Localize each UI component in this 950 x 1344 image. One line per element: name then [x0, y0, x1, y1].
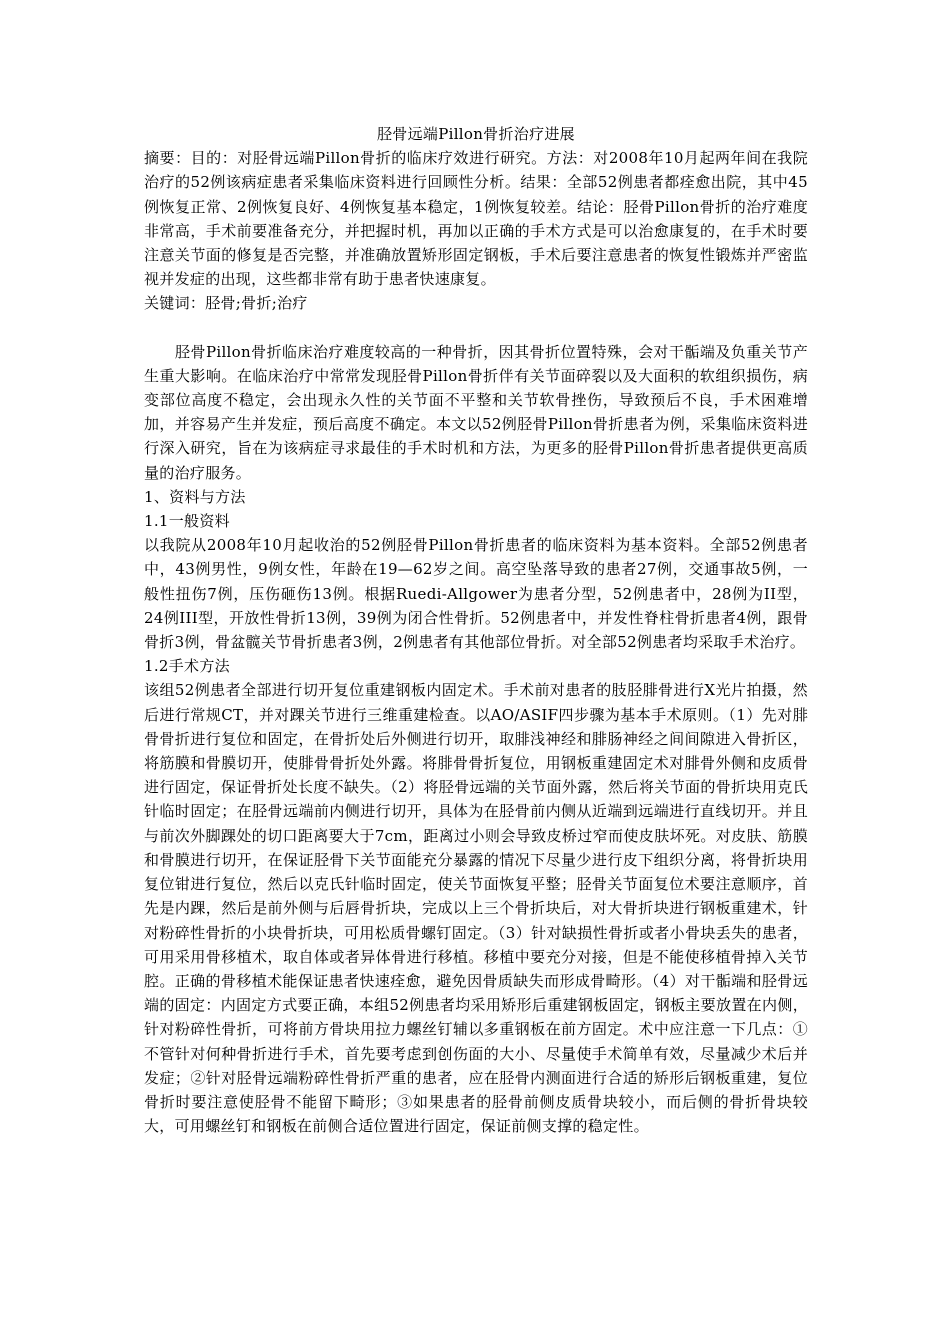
section-heading: 1、资料与方法 — [144, 487, 246, 506]
document-title: 胫骨远端Pillon骨折治疗进展 — [377, 125, 575, 143]
general-data-paragraph: 以我院从2008年10月起收治的52例胫骨Pillon骨折患者的临床资料为基本资料。全部52例患者中，43例男性，9例女性，年龄在19—62岁之间。高空坠落导致的患者27例，交通事故5例，一般性扭伤7例，压伤砸伤13例。根据Ruedi-Allgower为患者分型，52例患者中，28例为II型，24例III型，开放性骨折13例，39例为闭合性骨折。52例患者中，并发性脊柱骨折患者4例，跟骨骨折3例，骨盆髋关节骨折患者3例，2例患者有其他部位骨折。对全部52例患者均采取手术治疗。 — [144, 536, 808, 652]
blank-line — [144, 316, 808, 340]
intro-paragraph: 胫骨Pillon骨折临床治疗难度较高的一种骨折，因其骨折位置特殊，会对干骺端及负重关节产生重大影响。在临床治疗中常常发现胫骨Pillon骨折伴有关节面碎裂以及大面积的软组织损伤，病变部位高度不稳定，会出现永久性的关节面不平整和关节软骨挫伤，导致预后不良，手术困难增加，并容易产生并发症，预后高度不确定。本文以52例胫骨Pillon骨折患者为例，采集临床资料进行深入研究，旨在为该病症寻求最佳的手术时机和方法，为更多的胫骨Pillon骨折患者提供更高质量的治疗服务。 — [144, 342, 808, 482]
document-page — [144, 122, 808, 1138]
keywords-line: 关键词：胫骨;骨折;治疗 — [144, 294, 308, 313]
abstract-paragraph: 摘要：目的：对胫骨远端Pillon骨折的临床疗效进行研究。方法：对2008年10月起两年间在我院治疗的52例该病症患者采集临床资料进行回顾性分析。结果：全部52例患者都痊愈出院，其中45例恢复正常、2例恢复良好、4例恢复基本稳定，1例恢复较差。结论：胫骨Pillon骨折的治疗难度非常高，手术前要准备充分，并把握时机，再加以正确的手术方式是可以治愈康复的，在手术时要注意关节面的修复是否完整，并准确放置矫形固定钢板，手术后要注意患者的恢复性锻炼并严密监视并发症的出现，这些都非常有助于患者快速康复。 — [144, 149, 808, 289]
subsection-heading: 1.2手术方法 — [144, 657, 230, 676]
subsection-heading: 1.1一般资料 — [144, 512, 230, 531]
surgical-method-paragraph: 该组52例患者全部进行切开复位重建钢板内固定术。手术前对患者的肢胫腓骨进行X光片拍摄，然后进行常规CT，并对踝关节进行三维重建检查。以AO/ASIF四步骤为基本手术原则。（1）先对腓骨骨折进行复位和固定，在骨折处后外侧进行切开，取腓浅神经和腓肠神经之间间隙进入骨折区，将筋膜和骨膜切开，使腓骨骨折处外露。将腓骨骨折复位，用钢板重建固定术对腓骨外侧和皮质骨进行固定，保证骨折处长度不缺失。（2）将胫骨远端的关节面外露，然后将关节面的骨折块用克氏针临时固定；在胫骨远端前内侧进行切开，具体为在胫骨前内侧从近端到远端进行直线切开。并且与前次外脚踝处的切口距离要大于7cm，距离过小则会导致皮桥过窄而使皮肤坏死。对皮肤、筋膜和骨膜进行切开，在保证胫骨下关节面能充分暴露的情况下尽量少进行皮下组织分离，将骨折块用复位钳进行复位，然后以克氏针临时固定，使关节面恢复平整；胫骨关节面复位术要注意顺序，首先是内踝，然后是前外侧与后唇骨折块，完成以上三个骨折块后，对大骨折块进行钢板重建术，针对粉碎性骨折的小块骨折块，可用松质骨螺钉固定。（3）针对缺损性骨折或者小骨块丢失的患者，可用采用骨移植术，取自体或者异体骨进行移植。移植中要充分对接，但是不能使移植骨掉入关节腔。正确的骨移植术能保证患者快速痊愈，避免因骨质缺失而形成骨畸形。（4）对干骺端和胫骨远端的固定：内固定方式要正确，本组52例患者均采用矫形后重建钢板固定，钢板主要放置在内侧，针对粉碎性骨折，可将前方骨块用拉力螺丝钉辅以多重钢板在前方固定。术中应注意一下几点：①不管针对何种骨折进行手术，首先要考虑到创伤面的大小、尽量使手术简单有效，尽量减少术后并发症；②针对胫骨远端粉碎性骨折严重的患者，应在胫骨内测面进行合适的矫形后钢板重建，复位骨折时要注意使胫骨不能留下畸形；③如果患者的胫骨前侧皮质骨块较小，而后侧的骨折骨块较大，可用螺丝钉和钢板在前侧合适位置进行固定，保证前侧支撑的稳定性。 — [144, 681, 808, 1136]
